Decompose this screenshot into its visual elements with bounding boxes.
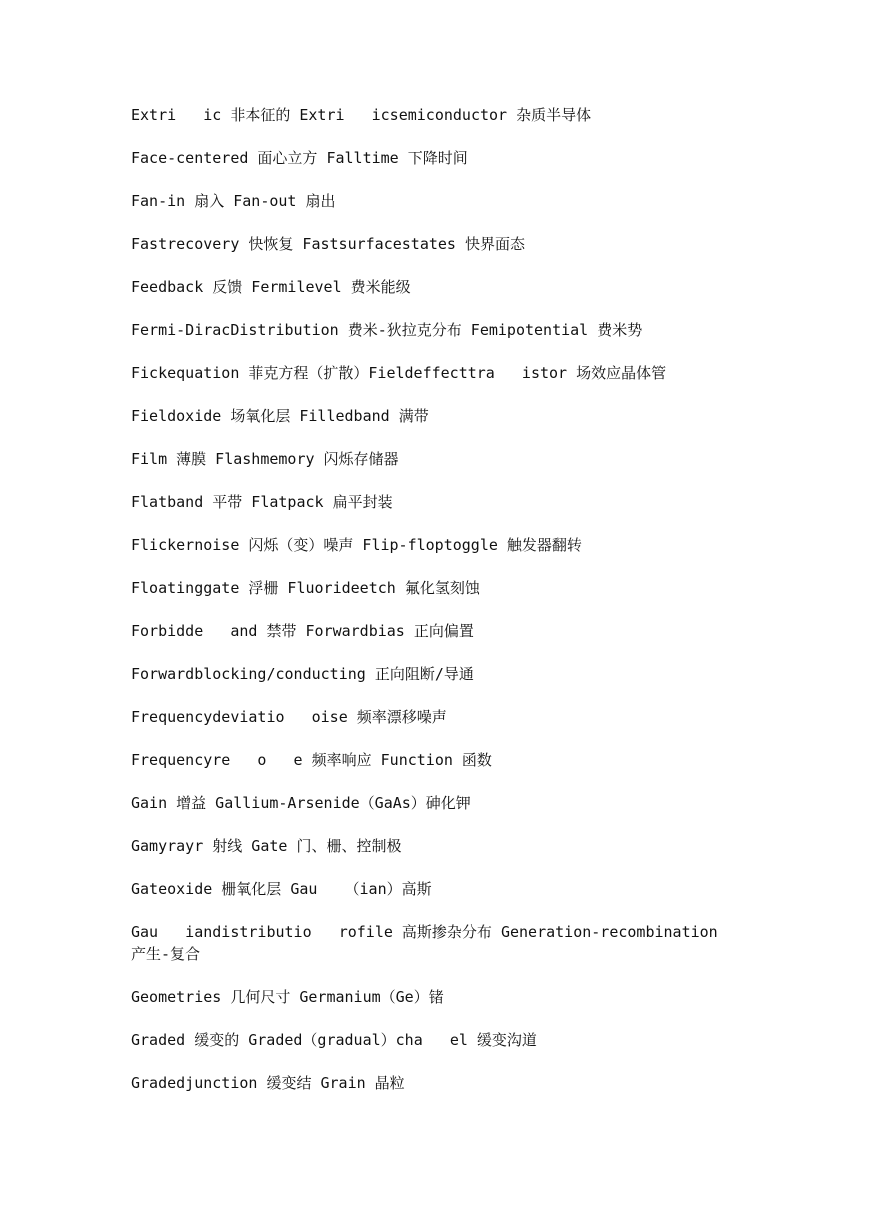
glossary-entry: Fermi-DiracDistribution 费米-狄拉克分布 Femipotential 费米势 bbox=[131, 321, 643, 339]
glossary-entry: Fan-in 扇入 Fan-out 扇出 bbox=[131, 192, 336, 210]
glossary-entry: Face-centered 面心立方 Falltime 下降时间 bbox=[131, 149, 468, 167]
glossary-entry: Gamyrayr 射线 Gate 门、栅、控制极 bbox=[131, 837, 402, 855]
glossary-entry: Fastrecovery 快恢复 Fastsurfacestates 快界面态 bbox=[131, 235, 525, 253]
glossary-entry: Gateoxide 栅氧化层 Gau （ian）高斯 bbox=[131, 880, 432, 898]
glossary-list bbox=[131, 104, 741, 1115]
glossary-entry: Forwardblocking/conducting 正向阻断/导通 bbox=[131, 665, 474, 683]
glossary-entry: Extri ic 非本征的 Extri icsemiconductor 杂质半导体 bbox=[131, 106, 592, 124]
glossary-entry: Flatband 平带 Flatpack 扁平封装 bbox=[131, 493, 393, 511]
glossary-entry: Flickernoise 闪烁（变）噪声 Flip-floptoggle 触发器翻转 bbox=[131, 536, 582, 554]
glossary-entry: Forbidde and 禁带 Forwardbias 正向偏置 bbox=[131, 622, 474, 640]
glossary-entry: Film 薄膜 Flashmemory 闪烁存储器 bbox=[131, 450, 399, 468]
glossary-entry: Floatinggate 浮栅 Fluorideetch 氟化氢刻蚀 bbox=[131, 579, 480, 597]
glossary-entry: Fieldoxide 场氧化层 Filledband 满带 bbox=[131, 407, 429, 425]
glossary-entry: Gau iandistributio rofile 高斯掺杂分布 Generation-recombination 产生-复合 bbox=[131, 923, 727, 963]
glossary-entry: Gain 增益 Gallium-Arsenide（GaAs）砷化钾 bbox=[131, 794, 471, 812]
glossary-entry: Frequencydeviatio oise 频率漂移噪声 bbox=[131, 708, 447, 726]
glossary-entry: Fickequation 菲克方程（扩散）Fieldeffecttra istor 场效应晶体管 bbox=[131, 364, 667, 382]
glossary-entry: Feedback 反馈 Fermilevel 费米能级 bbox=[131, 278, 411, 296]
glossary-entry: Gradedjunction 缓变结 Grain 晶粒 bbox=[131, 1074, 405, 1092]
glossary-entry: Geometries 几何尺寸 Germanium（Ge）锗 bbox=[131, 988, 444, 1006]
glossary-entry: Frequencyre o e 频率响应 Function 函数 bbox=[131, 751, 492, 769]
glossary-entry: Graded 缓变的 Graded（gradual）cha el 缓变沟道 bbox=[131, 1031, 537, 1049]
